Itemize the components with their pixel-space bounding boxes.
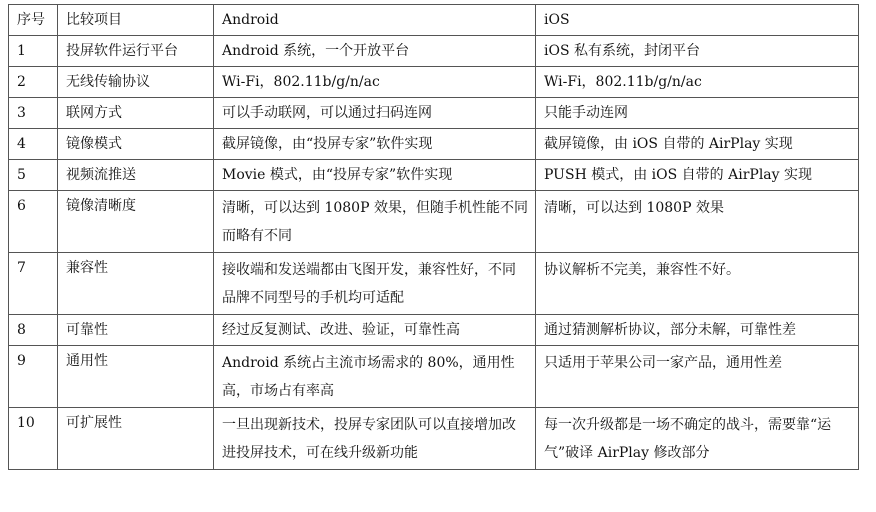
row-android: 截屏镜像，由“投屏专家”软件实现	[214, 129, 536, 160]
row-item: 通用性	[58, 346, 214, 408]
row-android: 一旦出现新技术，投屏专家团队可以直接增加改进投屏技术，可在线升级新功能	[214, 408, 536, 470]
row-index: 10	[9, 408, 58, 470]
header-item: 比较项目	[58, 5, 214, 36]
row-item: 视频流推送	[58, 160, 214, 191]
row-android: Wi-Fi，802.11b/g/n/ac	[214, 67, 536, 98]
table-row	[9, 160, 859, 191]
header-index: 序号	[9, 5, 58, 36]
table-row	[9, 346, 859, 408]
row-index: 1	[9, 36, 58, 67]
row-index: 3	[9, 98, 58, 129]
table-row	[9, 191, 859, 253]
row-android: Android 系统，一个开放平台	[214, 36, 536, 67]
row-android: 清晰，可以达到 1080P 效果，但随手机性能不同而略有不同	[214, 191, 536, 253]
row-item: 镜像清晰度	[58, 191, 214, 253]
row-android: 接收端和发送端都由飞图开发，兼容性好，不同品牌不同型号的手机均可适配	[214, 253, 536, 315]
row-item: 可靠性	[58, 315, 214, 346]
row-item: 投屏软件运行平台	[58, 36, 214, 67]
row-item: 可扩展性	[58, 408, 214, 470]
row-index: 8	[9, 315, 58, 346]
row-android: 经过反复测试、改进、验证，可靠性高	[214, 315, 536, 346]
row-index: 2	[9, 67, 58, 98]
header-ios: iOS	[536, 5, 859, 36]
row-item: 联网方式	[58, 98, 214, 129]
table-row	[9, 253, 859, 315]
row-ios: 协议解析不完美，兼容性不好。	[536, 253, 859, 315]
row-item: 镜像模式	[58, 129, 214, 160]
row-ios: iOS 私有系统，封闭平台	[536, 36, 859, 67]
row-index: 6	[9, 191, 58, 253]
table-row	[9, 408, 859, 470]
header-android: Android	[214, 5, 536, 36]
row-android: 可以手动联网，可以通过扫码连网	[214, 98, 536, 129]
row-ios: 只适用于苹果公司一家产品，通用性差	[536, 346, 859, 408]
table-row	[9, 36, 859, 67]
row-ios: 清晰，可以达到 1080P 效果	[536, 191, 859, 253]
row-android: Movie 模式，由“投屏专家”软件实现	[214, 160, 536, 191]
row-ios: 通过猜测解析协议，部分未解，可靠性差	[536, 315, 859, 346]
row-ios: 每一次升级都是一场不确定的战斗，需要靠“运气”破译 AirPlay 修改部分	[536, 408, 859, 470]
header-row	[9, 5, 859, 36]
table-row	[9, 98, 859, 129]
row-android: Android 系统占主流市场需求的 80%，通用性高，市场占有率高	[214, 346, 536, 408]
row-ios: PUSH 模式，由 iOS 自带的 AirPlay 实现	[536, 160, 859, 191]
row-index: 9	[9, 346, 58, 408]
table-row	[9, 67, 859, 98]
row-index: 7	[9, 253, 58, 315]
row-item: 兼容性	[58, 253, 214, 315]
comparison-table	[8, 4, 859, 470]
row-index: 5	[9, 160, 58, 191]
row-item: 无线传输协议	[58, 67, 214, 98]
table-row	[9, 315, 859, 346]
row-index: 4	[9, 129, 58, 160]
row-ios: 截屏镜像，由 iOS 自带的 AirPlay 实现	[536, 129, 859, 160]
row-ios: 只能手动连网	[536, 98, 859, 129]
row-ios: Wi-Fi，802.11b/g/n/ac	[536, 67, 859, 98]
table-row	[9, 129, 859, 160]
